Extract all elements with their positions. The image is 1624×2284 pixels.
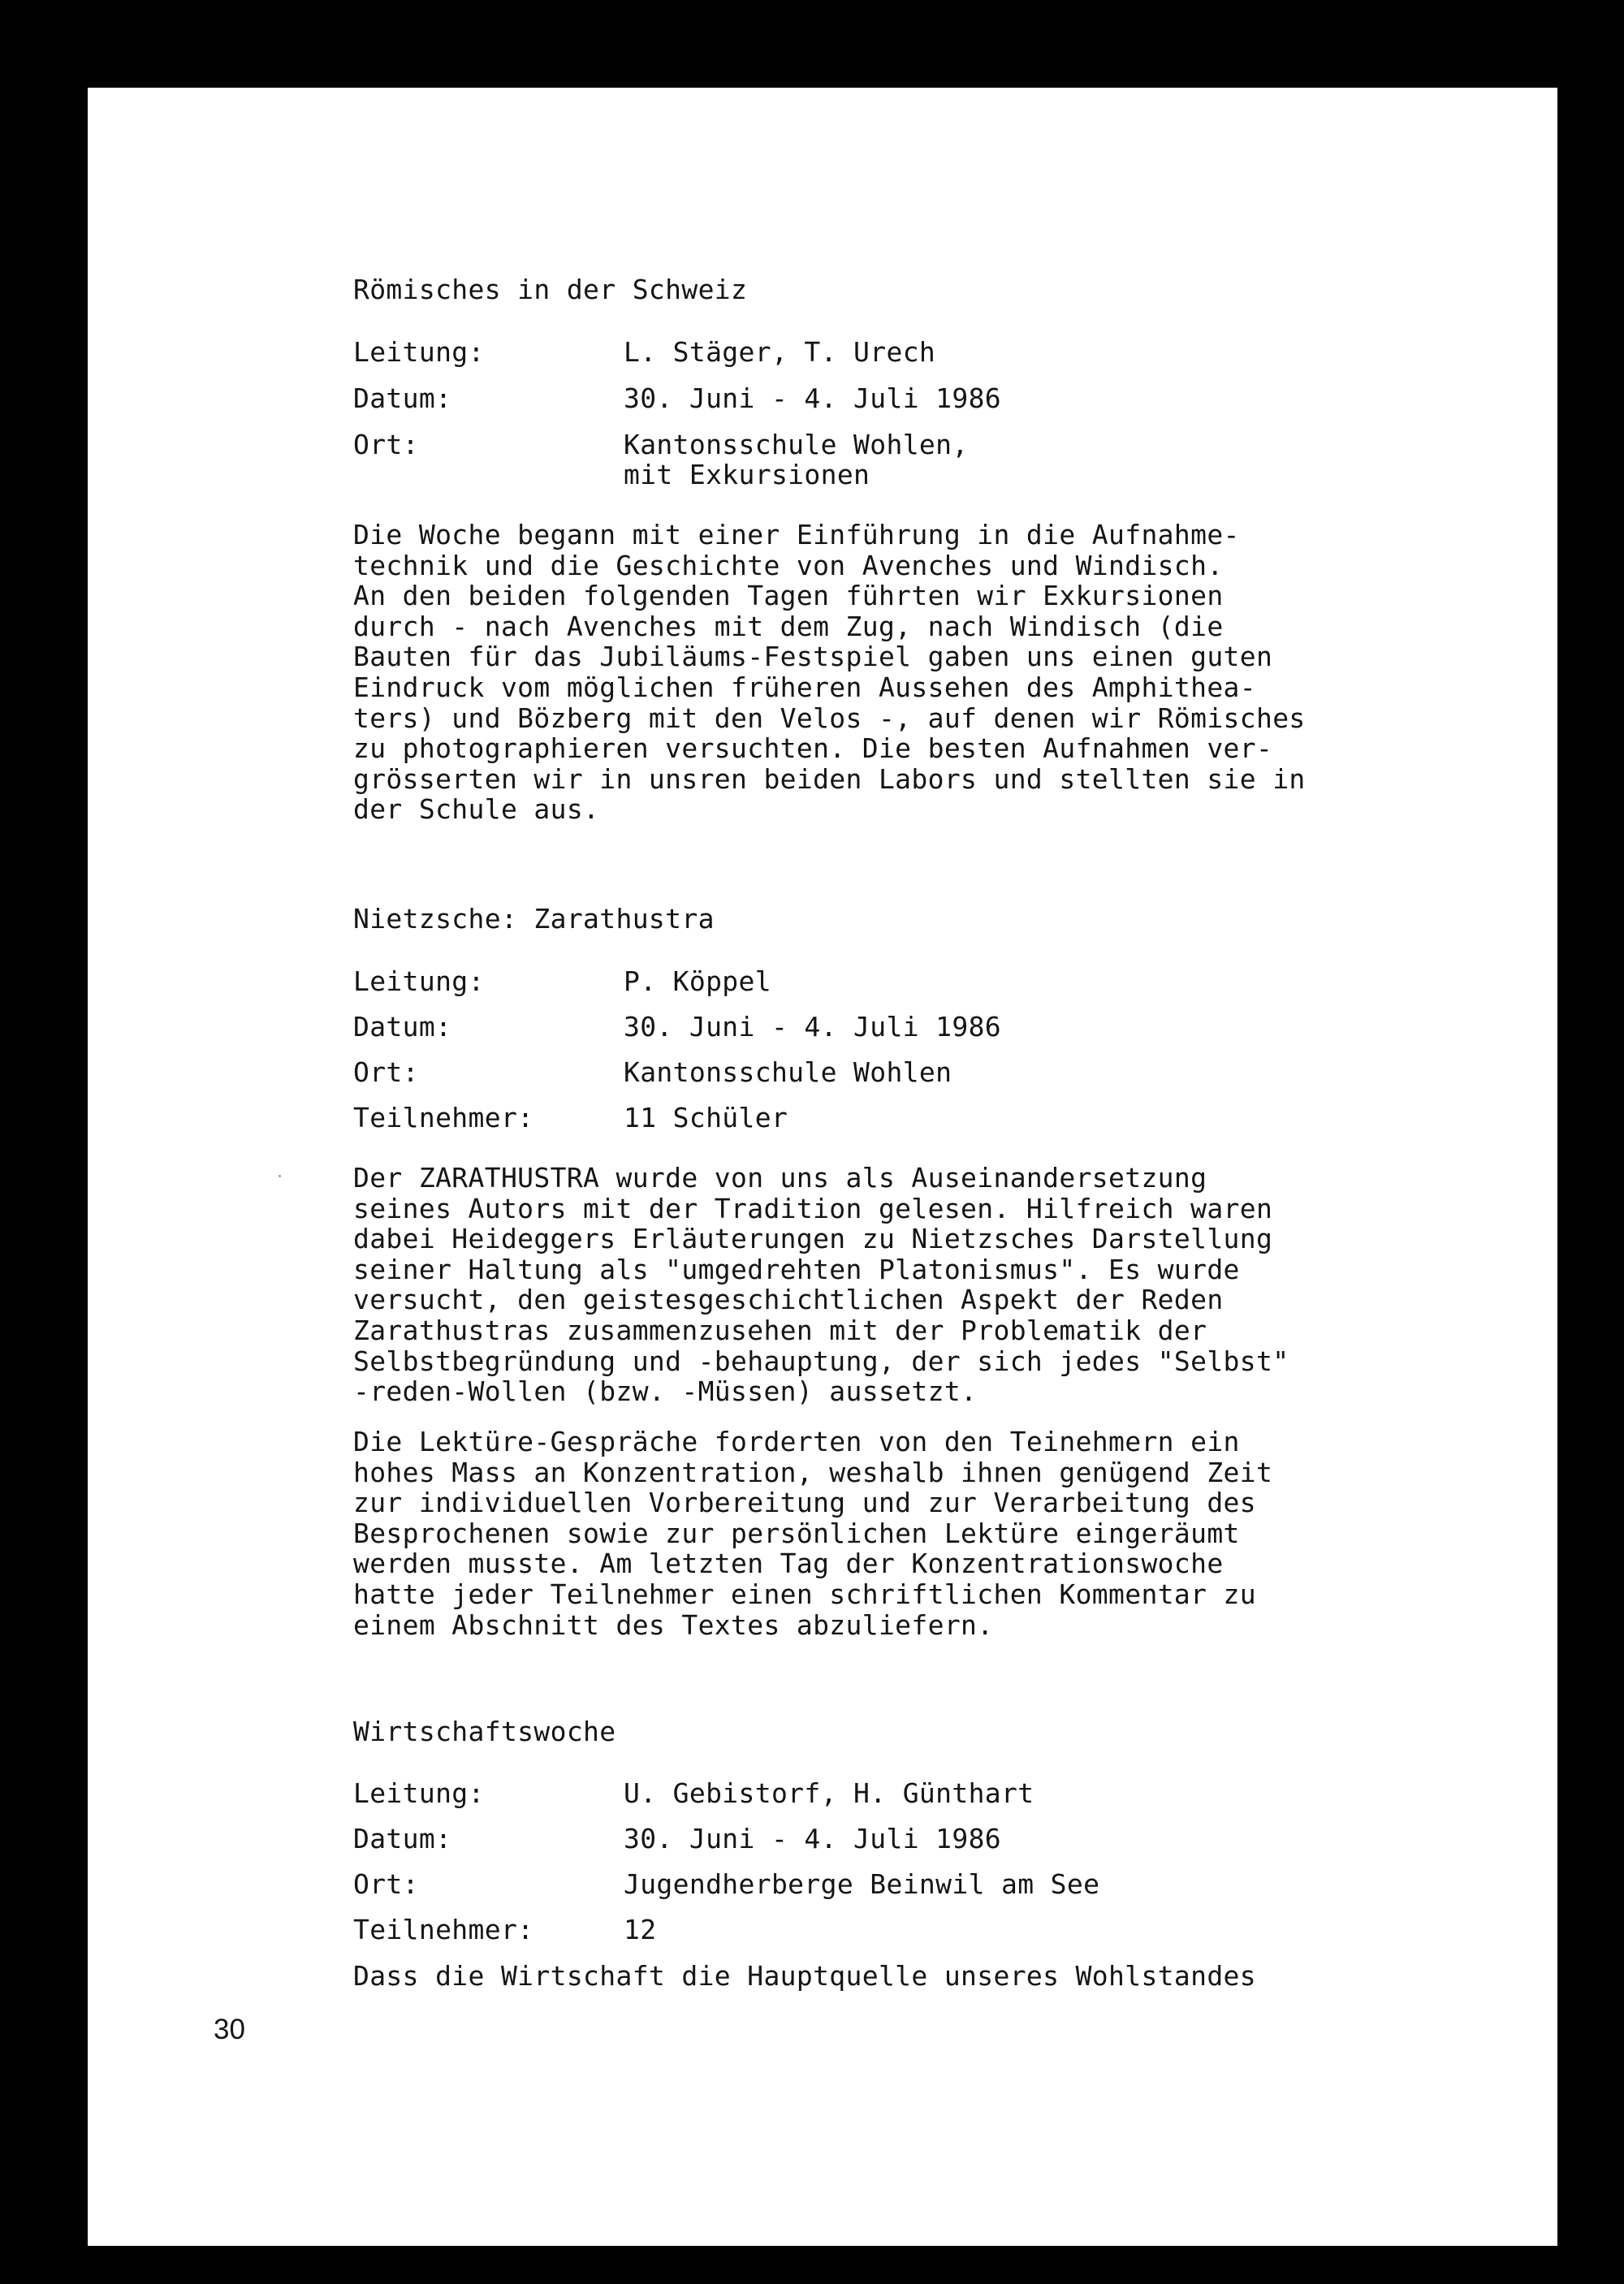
body-paragraph: Der ZARATHUSTRA wurde von uns als Auseinandersetzung seines Autors mit der Tradition gelesen. Hilfreich waren dabei Heideggers Erläuterungen zu Nietzsches Darstellung seiner Haltung als "umgedrehten Platonismus". Es wurde versucht, den geistesgeschichtlichen Aspekt der Reden Zarathustras zusammenzusehen mit der Problematik der Selbstbegründung und -behauptung, der sich jedes "Selbst" -reden-Wollen (bzw. -Müssen) aussetzt.: [353, 1162, 1289, 1408]
section-title: Nietzsche: Zarathustra: [353, 903, 715, 935]
body-paragraph: Die Woche begann mit einer Einführung in die Aufnahme- technik und die Geschichte von Avenches und Windisch. An den beiden folgenden Tagen führten wir Exkursionen durch - nach Avenches mit dem Zug, nach Windisch (die Bauten für das Jubiläums-Festspiel gaben uns einen guten Eindruck vom möglichen früheren Aussehen des Amphithea- ters) und Bözberg mit den Velos -, auf denen wir Römisches zu photographieren versuchten. Die besten Aufnahmen ver- grösserten wir in unsren beiden Labors und stellten sie in der Schule aus.: [353, 519, 1306, 826]
meta-label: Ort:: [353, 1868, 419, 1900]
meta-value: P. Köppel: [624, 965, 771, 997]
meta-label: Datum:: [353, 1823, 452, 1854]
section-title: Wirtschaftswoche: [353, 1716, 616, 1747]
scan-border-bottom: [0, 2246, 1624, 2284]
meta-value: 12: [624, 1914, 657, 1945]
scan-speck: [279, 1175, 281, 1177]
meta-value: 30. Juni - 4. Juli 1986: [624, 1823, 1002, 1854]
meta-value: U. Gebistorf, H. Günthart: [624, 1777, 1034, 1809]
meta-label: Leitung:: [353, 336, 485, 368]
meta-value: 30. Juni - 4. Juli 1986: [624, 382, 1002, 414]
meta-value: L. Stäger, T. Urech: [624, 336, 936, 368]
section-title: Römisches in der Schweiz: [353, 274, 748, 305]
page-number: 30: [214, 2014, 245, 2045]
meta-label: Ort:: [353, 1056, 419, 1088]
scan-border-top: [0, 0, 1624, 88]
meta-label: Leitung:: [353, 965, 485, 997]
meta-label: Leitung:: [353, 1777, 485, 1809]
meta-value: Kantonsschule Wohlen, mit Exkursionen: [624, 429, 969, 490]
meta-value: 30. Juni - 4. Juli 1986: [624, 1011, 1002, 1043]
meta-label: Teilnehmer:: [353, 1914, 534, 1945]
body-paragraph: Die Lektüre-Gespräche forderten von den Teinehmern ein hohes Mass an Konzentration, weshalb ihnen genügend Zeit zur individuellen Vorbereitung und zur Verarbeitung des Besprochenen sowie zur persönlichen Lektüre eingeräumt werden musste. Am letzten Tag der Konzentrationswoche hatte jeder Teilnehmer einen schriftlichen Kommentar zu einem Abschnitt des Textes abzuliefern.: [353, 1426, 1273, 1641]
meta-label: Datum:: [353, 1011, 452, 1043]
body-paragraph: Dass die Wirtschaft die Hauptquelle unseres Wohlstandes: [353, 1960, 1256, 1992]
meta-value: Jugendherberge Beinwil am See: [624, 1868, 1100, 1900]
scan-border-right: [1557, 0, 1624, 2284]
meta-label: Datum:: [353, 382, 452, 414]
meta-value: Kantonsschule Wohlen: [624, 1056, 952, 1088]
meta-label: Ort:: [353, 429, 419, 460]
meta-label: Teilnehmer:: [353, 1102, 534, 1133]
scan-border-left: [0, 0, 88, 2284]
meta-value: 11 Schüler: [624, 1102, 788, 1133]
